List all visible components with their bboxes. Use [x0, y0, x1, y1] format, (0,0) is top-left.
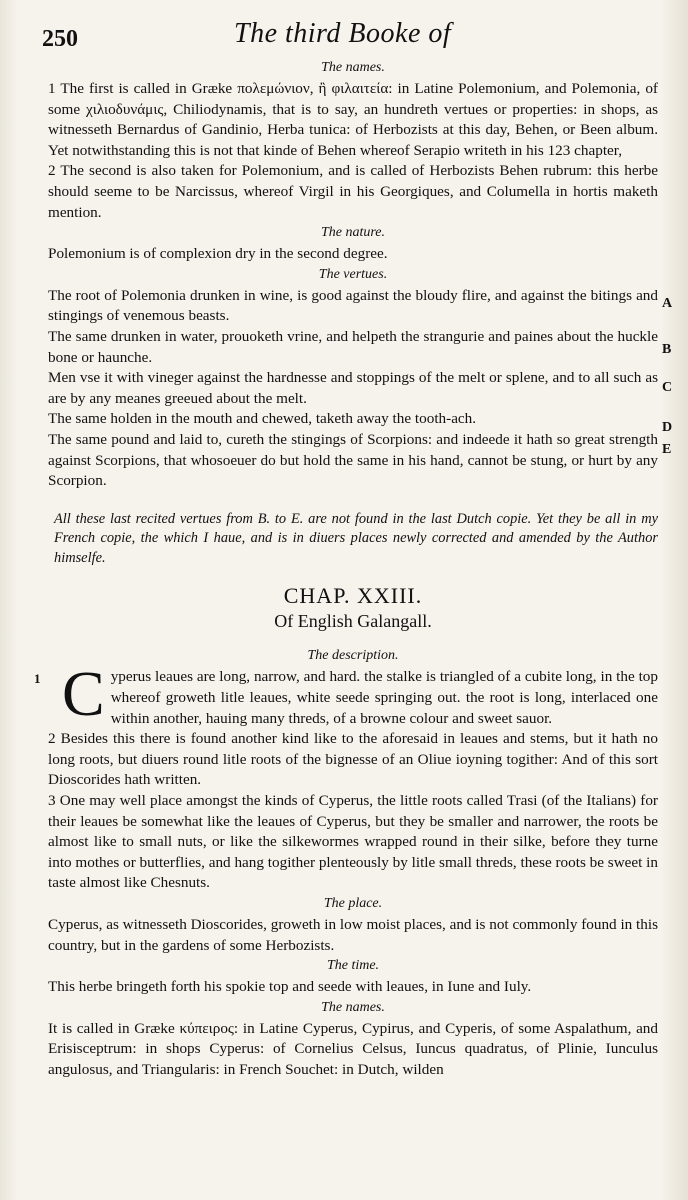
chapter-subtitle: Of English Galangall. [274, 610, 432, 631]
description-paragraph-3: 3 One may well place amongst the kinds of Cyperus, the little roots called Trasi (of the Italians) for their leaues be somewhat like the leaues of Cyperus, but they be smaller and narrower, the roots be almost like to small nuts, or like the silkewormes wrapped round in their silke, before they turne into mothes or butterflies, and hang togither plenteously by litle small threds, these roots be sweet in taste almost like Chesnuts. [48, 791, 658, 892]
names-paragraph-2: 2 The second is also taken for Polemonium, and is called of Herbozists Behen rubrum: this herbe should seeme to be Narcissus, whereof Virgil in his Georgiques, and Columella in hortis maketh mention. [48, 162, 658, 221]
time-paragraph: This herbe bringeth forth his spokie top and seede with leaues, in Iune and Iuly. [48, 978, 532, 996]
margin-letter-a: A [662, 296, 673, 311]
chapter-title: CHAP. XXIII. [283, 583, 423, 609]
page-body [34, 58, 658, 1080]
drop-cap: C [62, 658, 105, 730]
section-heading-description: The description. [307, 648, 399, 664]
margin-letter-d: D [662, 420, 673, 435]
section-heading-vertues: The vertues. [318, 266, 388, 282]
page-number: 250 [42, 26, 78, 52]
section-heading-nature: The nature. [320, 225, 386, 241]
description-paragraph-2: 2 Besides this there is found another kind like to the aforesaid in leaues and stems, but it hath no long roots, but diuers round litle roots of the bignesse of an Oliue ioyning togither: And of this sort Dioscorides hath written. [48, 730, 658, 789]
section-heading-names-2: The names. [321, 999, 385, 1015]
section-heading-time: The time. [326, 958, 380, 974]
names2-paragraph: It is called in Græke κύπειρος: in Latine Cyperus, Cypirus, and Cyperis, of some Aspalathum, and Erisisceptrum: in shops Cyperus: of Cornelius Celsus, Iuncus quadratus, of Plinie, Iunculus angulosus, and Triangularis: in French Souchet: in Dutch, wilden [48, 1019, 658, 1078]
names-paragraph-1: 1 The first is called in Græke πολεμώνιον, ἢ φιλαιτεία: in Latine Polemonium, and Polemonia, of some χιλιοδυνάμις, Chiliodynamis, that is to say, an hundreth vertues or properties: in shops, as witnesseth Bernardus of Gandinio, Herba tunica: of Herbozists at this day, Behen, or Been album. Yet notwithstanding this is not that kinde of Behen whereof Serapio writeth in his 123 chapter, [48, 80, 658, 159]
description-paragraph-1-text: yperus leaues are long, narrow, and hard. the stalke is triangled of a cubite long, in the top whereof groweth litle leaues, white seede springing out. the root is long, interlaced one within another, hauing many threds, of a browne colour and sweet sauor. [110, 668, 658, 727]
vertues-paragraph-2: The same drunken in water, prouoketh vrine, and helpeth the strangurie and paines about the huckle bone or haunche. [48, 327, 658, 366]
running-title: The third Booke of [234, 18, 452, 49]
description-paragraph-1 [34, 658, 658, 730]
margin-letter-c: C [662, 380, 673, 395]
vertues-paragraph-4: The same holden in the mouth and chewed, taketh away the tooth-ach. [48, 410, 477, 428]
vertues-paragraph-3: Men vse it with vineger against the hardnesse and stoppings of the melt or splene, and to all such as are by any meanes greeued about the melt. [48, 369, 658, 407]
section-heading-names: The names. [321, 60, 385, 75]
place-paragraph: Cyperus, as witnesseth Dioscorides, groweth in low moist places, and is not commonly found in this country, but in the gardens of some Herbozists. [48, 915, 658, 954]
page-header [34, 18, 658, 58]
nature-paragraph: Polemonium is of complexion dry in the second degree. [48, 245, 388, 263]
section-heading-place: The place. [323, 895, 383, 911]
editorial-note: All these last recited vertues from B. to E. are not found in the last Dutch copie. Yet they be all in my French copie, the which I haue, and is in diuers places newly corrected and amended by the Author himselfe. [54, 510, 658, 566]
margin-letter-e: E [662, 442, 672, 457]
paragraph-number: 1 [34, 671, 41, 687]
vertues-paragraph-1: The root of Polemonia drunken in wine, is good against the bloudy flire, and against the bitings and stingings of venemous beasts. [48, 286, 658, 325]
margin-letter-b: B [662, 342, 672, 357]
vertues-paragraph-5: The same pound and laid to, cureth the stingings of Scorpions: and indeede it hath so great strength against Scorpions, that whosoeuer do but hold the same in his hand, cannot be stung, or hurt by any Scorpion. [48, 430, 658, 490]
